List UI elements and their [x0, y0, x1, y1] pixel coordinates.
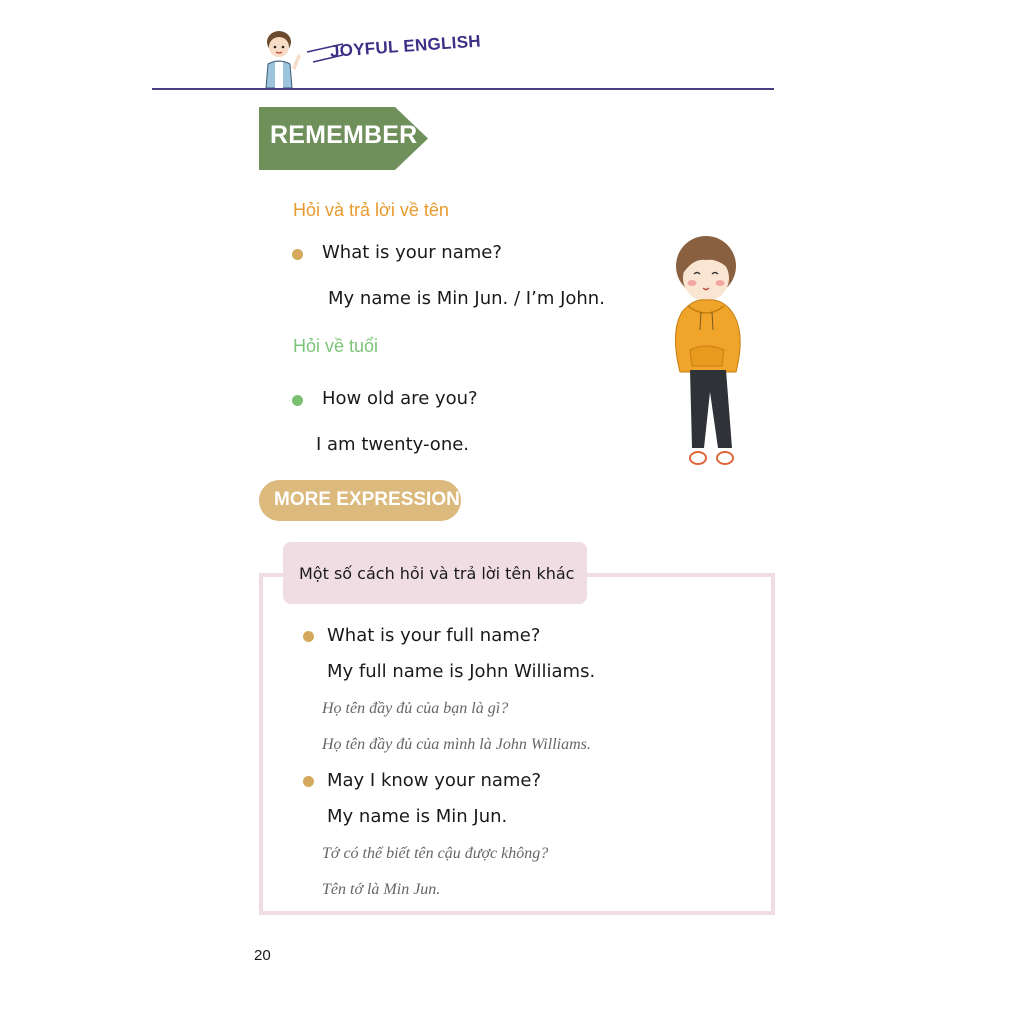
bullet-dot [292, 395, 303, 406]
header-divider [152, 88, 774, 90]
translation-text: Họ tên đầy đủ của bạn là gì? [322, 700, 509, 717]
translation-text: Tên tớ là Min Jun. [322, 881, 441, 898]
question-text: How old are you? [322, 388, 478, 409]
bullet-dot [303, 776, 314, 787]
section-heading-age: Hỏi về tuổi [293, 336, 379, 356]
answer-text: I am twenty-one. [316, 434, 470, 455]
answer-text: My name is Min Jun. [327, 806, 508, 827]
question-text: What is your name? [322, 242, 502, 263]
translation-text: Tớ có thể biết tên cậu được không? [322, 845, 549, 862]
boy-in-orange-hoodie-icon [666, 232, 752, 472]
brand-title: JOYFUL ENGLISH [329, 31, 482, 61]
expression-box-label-text: Một số cách hỏi và trả lời tên khác [299, 564, 575, 583]
boy-waving-icon [254, 28, 304, 90]
more-expression-title: MORE EXPRESSION [274, 489, 460, 510]
question-text: May I know your name? [327, 770, 542, 791]
question-text: What is your full name? [327, 625, 541, 646]
answer-text: My full name is John Williams. [327, 661, 596, 682]
bullet-dot [303, 631, 314, 642]
bullet-dot [292, 249, 303, 260]
section-heading-name: Hỏi và trả lời về tên [293, 200, 449, 220]
page-number: 20 [254, 947, 271, 964]
answer-text: My name is Min Jun. / I’m John. [328, 288, 605, 309]
remember-title: REMEMBER [270, 121, 418, 149]
translation-text: Họ tên đầy đủ của mình là John Williams. [322, 736, 591, 753]
